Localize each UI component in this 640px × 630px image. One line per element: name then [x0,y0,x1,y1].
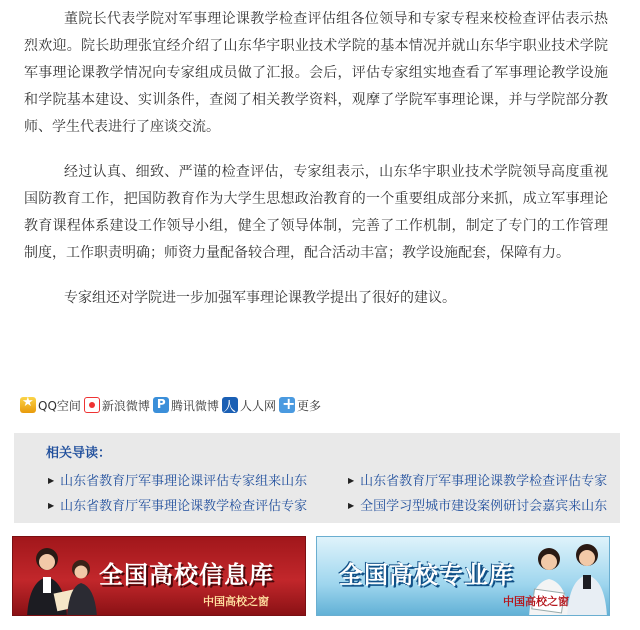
article-paragraph: 董院长代表学院对军事理论课教学检查评估组各位领导和专家专程来校检查评估表示热烈欢迎。院长助理张宜经介绍了山东华宇职业技术学院的基本情况并就山东华宇职业技术学院军事理论课教学情况向专家组成员做了汇报。会后，评估专家组实地查看了军事理论教学设施和学院基本建设、实训条件，查阅了相关教学资料，观摩了学院军事理论课，并与学院部分教师、学生代表进行了座谈交流。 [24,11,608,135]
students-illustration [19,541,99,616]
banner-title: 全国高校专业库 [339,560,514,589]
related-reading-box [14,433,620,523]
share-sina-weibo-button[interactable] [84,397,150,414]
qzone-icon [20,397,36,413]
more-plus-icon [279,397,295,413]
related-link[interactable]: ▶ 全国学习型城市建设案例研讨会嘉宾来山东 [348,495,607,514]
banner-subtitle: 中国高校之窗 [203,595,269,608]
sina-weibo-icon [84,397,100,413]
related-link[interactable]: ▶ 山东省教育厅军事理论课教学检查评估专家 [48,495,307,514]
related-link[interactable]: ▶ 山东省教育厅军事理论课教学检查评估专家 [348,470,607,489]
share-label: 新浪微博 [101,398,150,413]
share-renren-button[interactable] [222,397,276,414]
article-paragraph: 专家组还对学院进一步加强军事理论课教学提出了很好的建议。 [64,290,456,306]
share-label: QQ空间 [38,398,81,413]
article-body [24,6,608,312]
banner-title: 全国高校信息库 [99,560,274,589]
college-major-database-banner[interactable] [316,536,610,616]
share-label: 更多 [296,398,321,413]
share-tencent-weibo-button[interactable] [153,397,219,414]
share-label: 腾讯微博 [170,398,219,413]
share-bar [20,394,324,416]
tencent-weibo-icon [153,397,169,413]
renren-icon [222,397,238,413]
banner-subtitle: 中国高校之窗 [503,595,569,608]
related-reading-title: 相关导读： [46,446,112,461]
article-paragraph: 经过认真、细致、严谨的检查评估，专家组表示，山东华宇职业技术学院领导高度重视国防教育工作，把国防教育作为大学生思想政治教育的一个重要组成部分来抓，成立军事理论教育课程体系建设工作领导小组，健全了领导体制，完善了工作机制，制定了专门的工作管理制度，工作职责明确；师资力量配备较合理，配合活动丰富；教学设施配套，保障有力。 [24,164,608,261]
related-link[interactable]: ▶ 山东省教育厅军事理论课评估专家组来山东 [48,470,307,489]
college-info-database-banner[interactable] [12,536,306,616]
share-more-button[interactable] [279,397,321,414]
share-qzone-button[interactable] [20,397,81,414]
share-label: 人人网 [239,398,276,413]
